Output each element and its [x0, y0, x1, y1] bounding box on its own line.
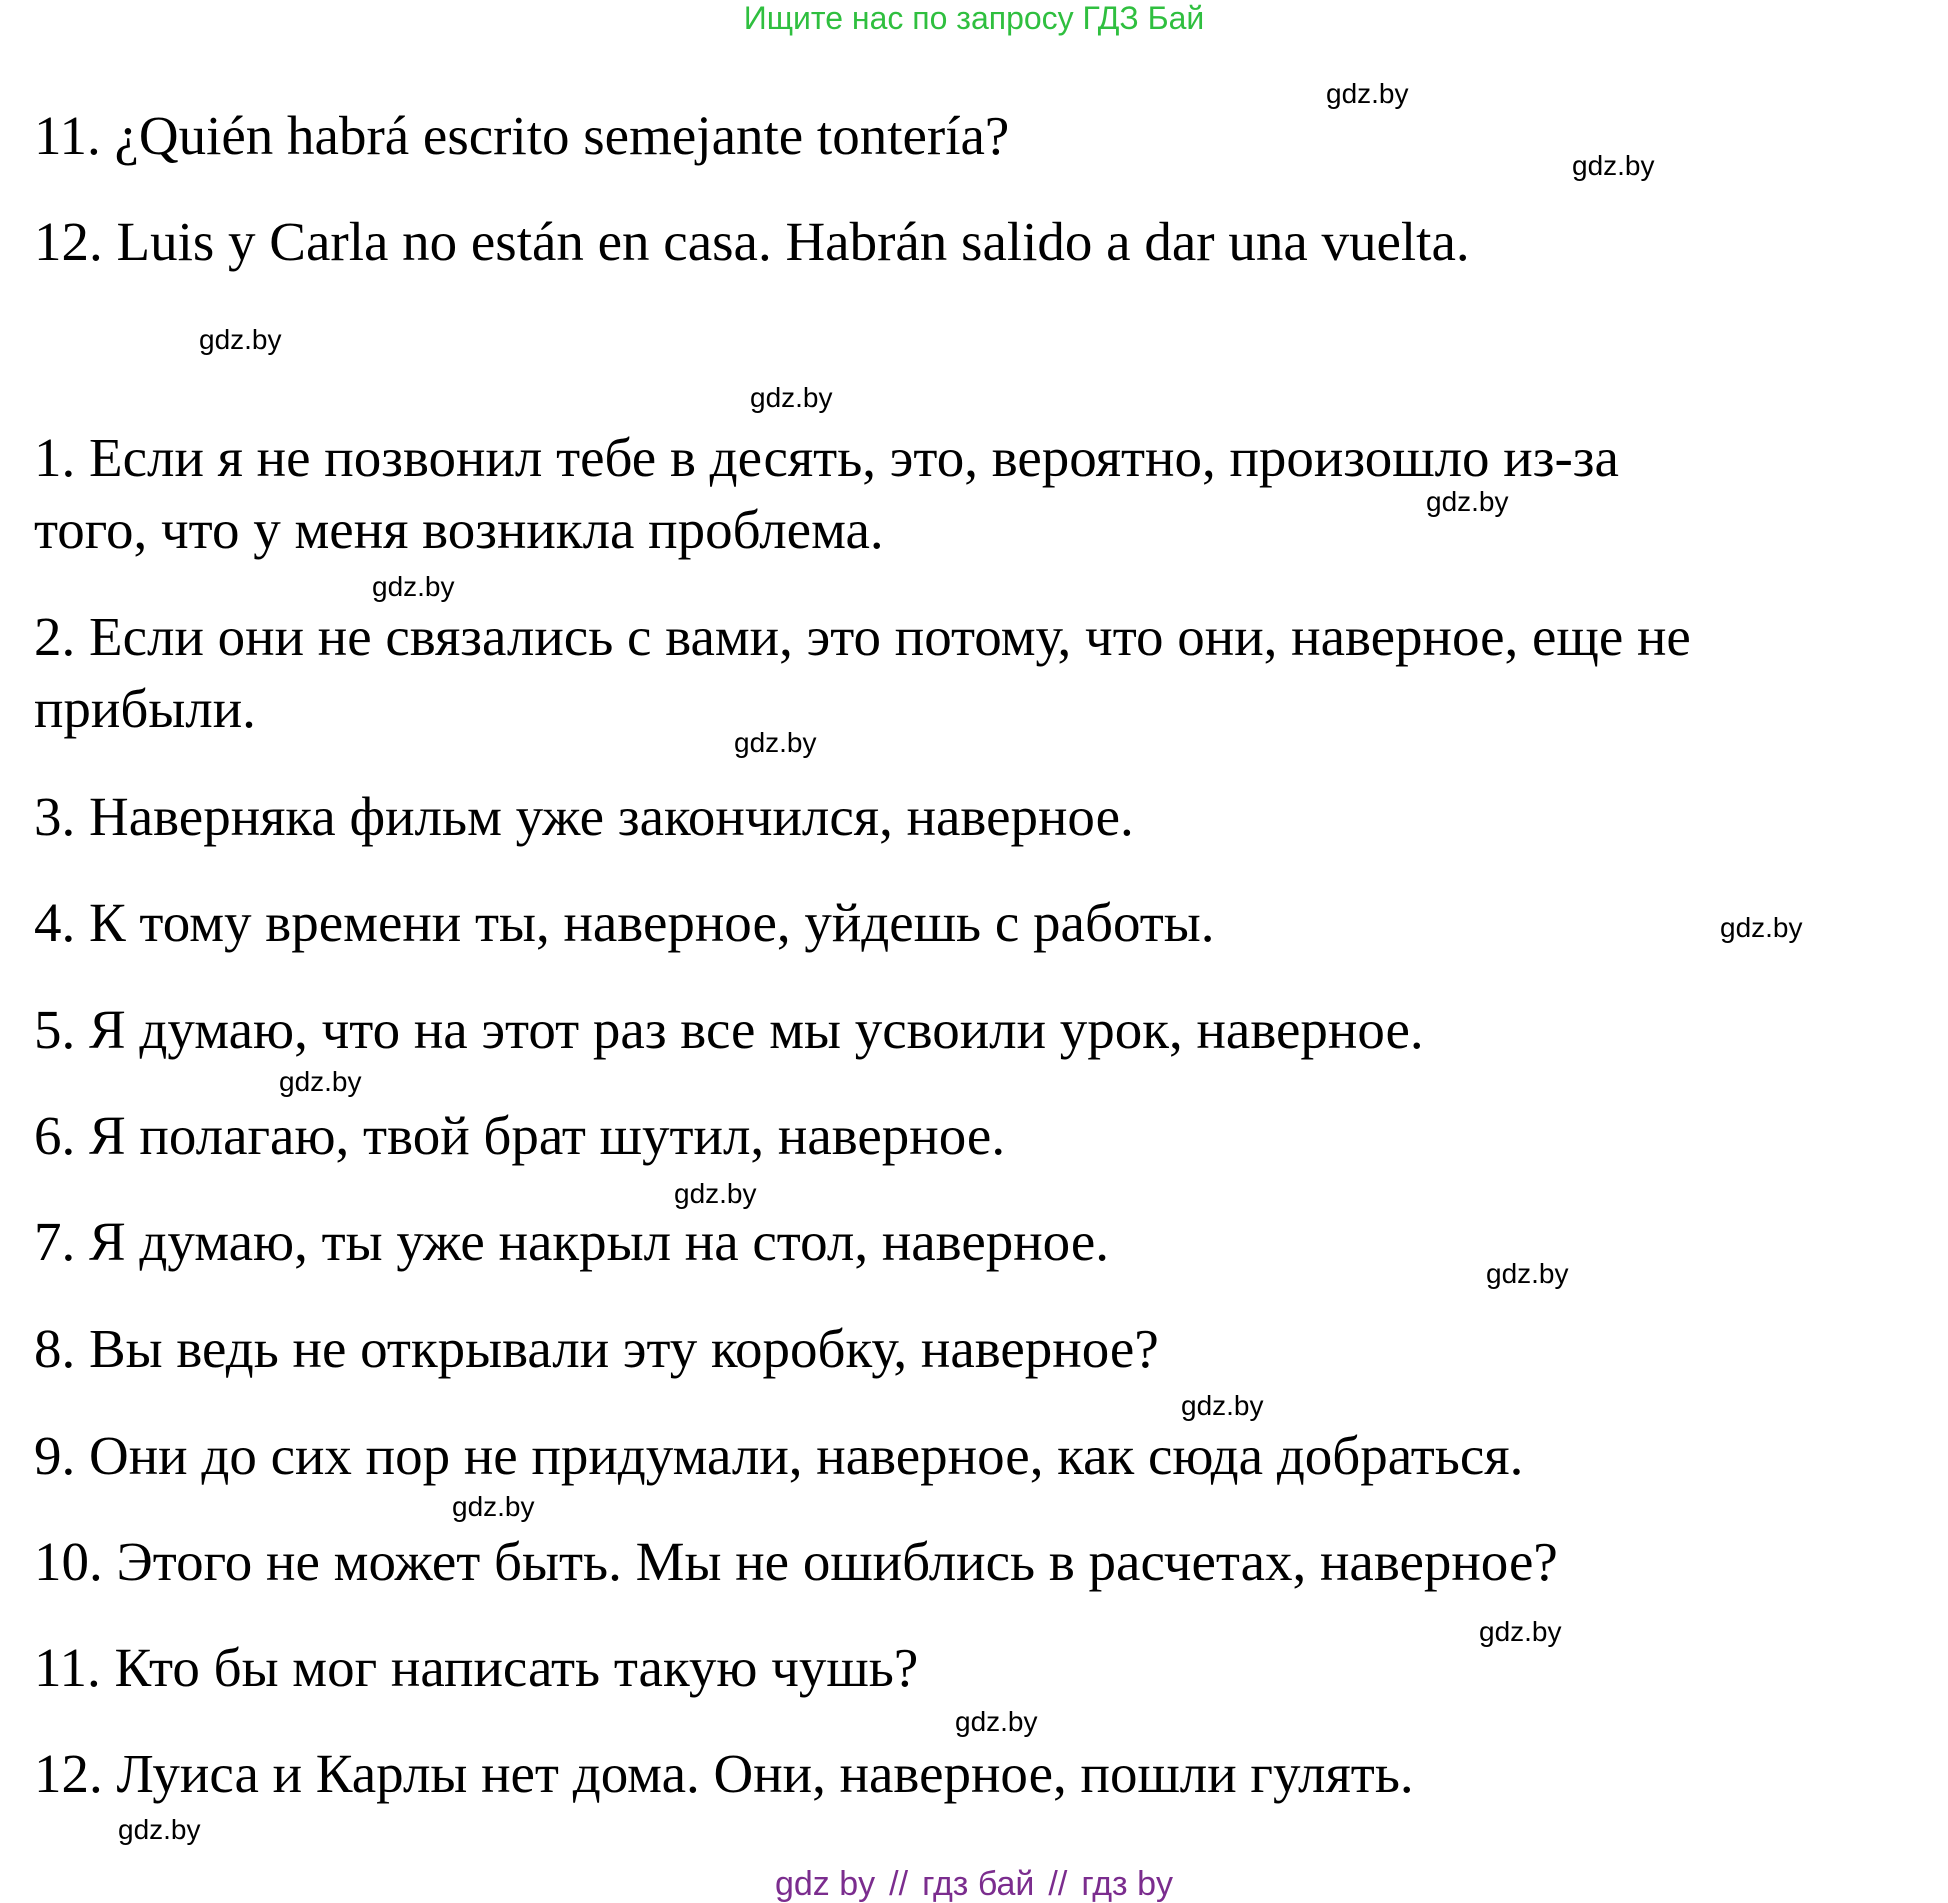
watermark: gdz.by — [452, 1491, 535, 1522]
russian-line-3: 3. Наверняка фильм уже закончился, наверное. — [34, 786, 1134, 847]
spanish-line-12: 12. Luis y Carla no están en casa. Habrán salido a dar una vuelta. — [34, 211, 1470, 272]
footer-part-2: гдз бай — [922, 1865, 1035, 1903]
watermark: gdz.by — [1479, 1616, 1562, 1647]
watermark: gdz.by — [199, 324, 282, 355]
russian-line-6: 6. Я полагаю, твой брат шутил, наверное. — [34, 1105, 1006, 1166]
watermark: gdz.by — [734, 727, 817, 758]
footer-separator: // — [1048, 1865, 1068, 1903]
russian-line-12: 12. Луиса и Карлы нет дома. Они, наверное, пошли гулять. — [34, 1743, 1414, 1804]
watermark: gdz.by — [674, 1178, 757, 1209]
russian-line-1b: того, что у меня возникла проблема. — [34, 499, 884, 560]
header-note: Ищите нас по запросу ГДЗ Бай — [743, 0, 1205, 36]
watermark: gdz.by — [118, 1814, 201, 1845]
russian-line-4: 4. К тому времени ты, наверное, уйдешь с работы. — [34, 892, 1215, 953]
russian-line-5: 5. Я думаю, что на этот раз все мы усвоили урок, наверное. — [34, 999, 1424, 1060]
russian-line-7: 7. Я думаю, ты уже накрыл на стол, наверное. — [34, 1211, 1109, 1272]
watermark: gdz.by — [1426, 486, 1509, 517]
watermark: gdz.by — [372, 571, 455, 602]
footer — [0, 1866, 1948, 1902]
watermark: gdz.by — [1720, 912, 1803, 943]
russian-line-10: 10. Этого не может быть. Мы не ошиблись в расчетах, наверное? — [34, 1531, 1558, 1592]
footer-separator: // — [889, 1865, 909, 1903]
watermark: gdz.by — [1572, 150, 1655, 181]
watermark: gdz.by — [750, 382, 833, 413]
russian-line-11: 11. Кто бы мог написать такую чушь? — [34, 1637, 919, 1698]
spanish-line-11: 11. ¿Quién habrá escrito semejante tontería? — [34, 105, 1010, 166]
watermark: gdz.by — [1181, 1390, 1264, 1421]
watermark: gdz.by — [279, 1066, 362, 1097]
russian-line-2a: 2. Если они не связались с вами, это потому, что они, наверное, еще не — [34, 606, 1691, 667]
russian-line-9: 9. Они до сих пор не придумали, наверное, как сюда добраться. — [34, 1425, 1524, 1486]
russian-line-1a: 1. Если я не позвонил тебе в десять, это, вероятно, произошло из-за — [34, 427, 1619, 488]
russian-line-2b: прибыли. — [34, 678, 256, 739]
footer-part-1: gdz by — [774, 1865, 876, 1903]
russian-line-8: 8. Вы ведь не открывали эту коробку, наверное? — [34, 1318, 1159, 1379]
watermark: gdz.by — [1486, 1258, 1569, 1289]
watermark: gdz.by — [955, 1706, 1038, 1737]
watermark: gdz.by — [1326, 78, 1409, 109]
footer-part-3: гдз by — [1081, 1865, 1173, 1903]
